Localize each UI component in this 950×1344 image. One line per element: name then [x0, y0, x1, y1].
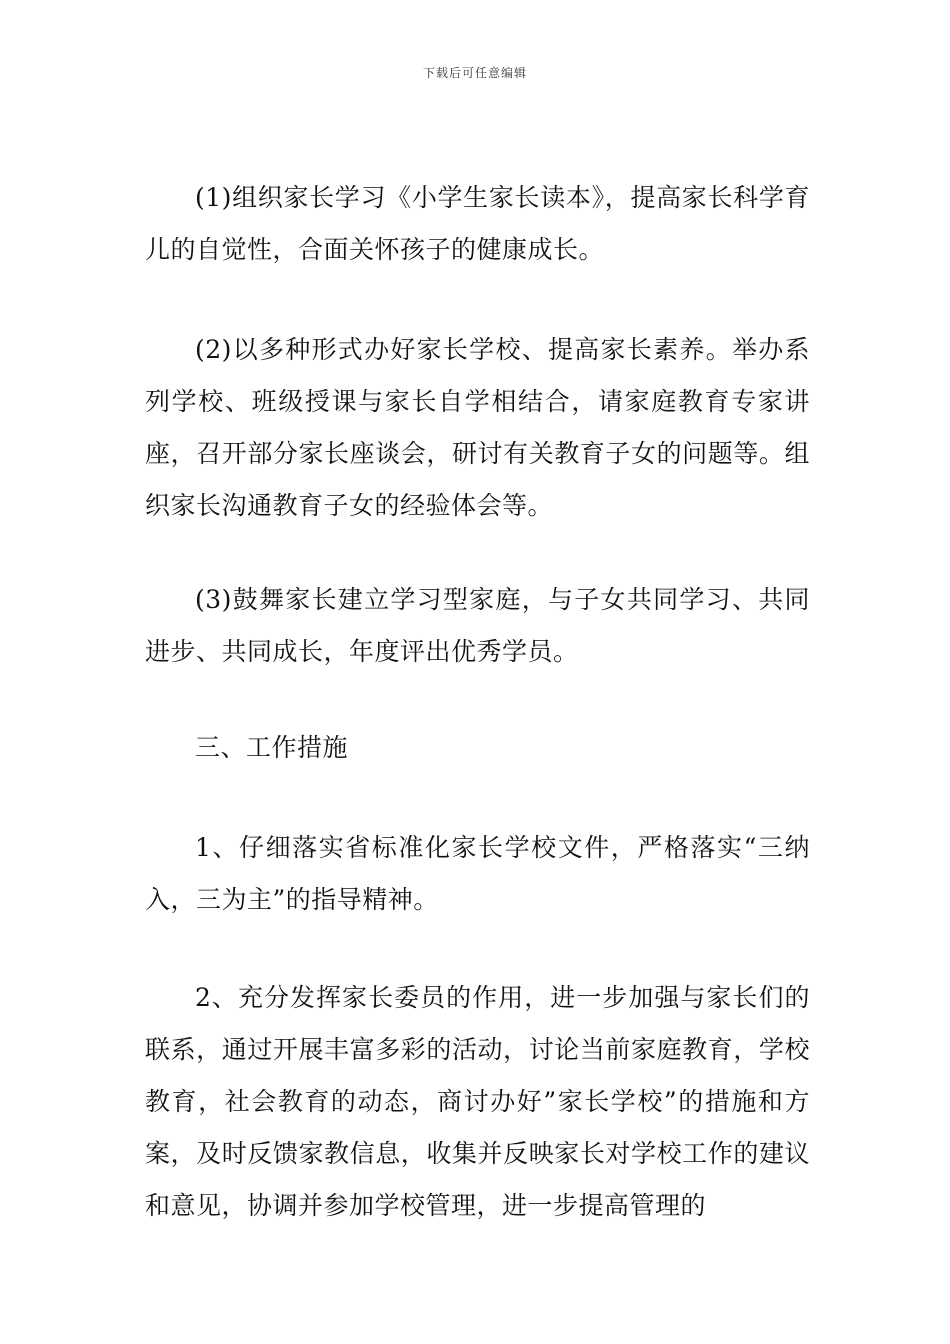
section-heading: 三、工作措施	[195, 733, 349, 762]
paragraph-item-1: (1)组织家长学习《小学生家长读本》，提高家长科学育儿的自觉性，合面关怀孩子的健康成长。	[145, 183, 810, 264]
measure-item-2: 2、充分发挥家长委员的作用，进一步加强与家长们的联系，通过开展丰富多彩的活动，讨论当前家庭教育，学校教育，社会教育的动态，商讨办好”家长学校”的措施和方案，及时反馈家教信息，收集并反映家长对学校工作的建议和意见，协调并参加学校管理，进一步提高管理的	[145, 983, 810, 1220]
paragraph-item-3: (3)鼓舞家长建立学习型家庭，与子女共同学习、共同进步、共同成长，年度评出优秀学员。	[145, 585, 810, 666]
page-header: 下载后可任意编辑	[422, 66, 527, 80]
measure-item-1: 1、仔细落实省标准化家长学校文件，严格落实“三纳入，三为主”的指导精神。	[145, 833, 810, 914]
paragraph-item-2: (2)以多种形式办好家长学校、提高家长素养。举办系列学校、班级授课与家长自学相结合，请家庭教育专家讲座，召开部分家长座谈会，研讨有关教育子女的问题等。组织家长沟通教育子女的经验体会等。	[145, 335, 810, 520]
